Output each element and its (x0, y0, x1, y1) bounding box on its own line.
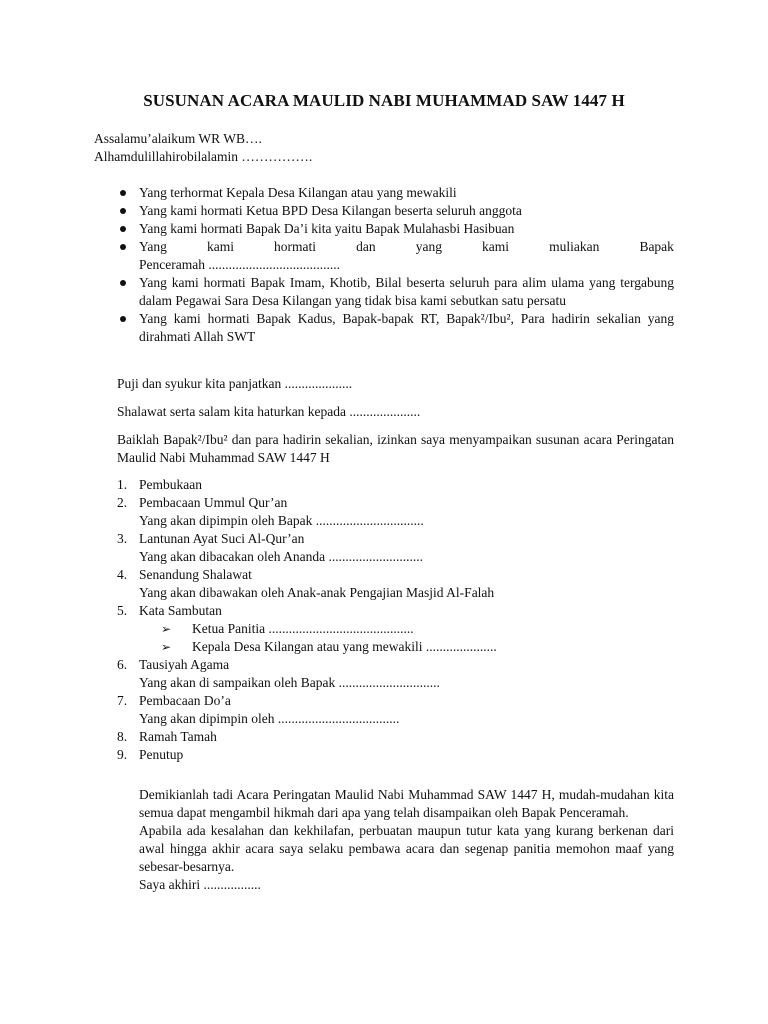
item-label: Lantunan Ayat Suci Al-Qur’an (139, 531, 305, 546)
item-detail: Yang akan di sampaikan oleh Bapak .............................. (139, 675, 440, 690)
sambutan-text: Kepala Desa Kilangan atau yang mewakili ..................... (192, 639, 497, 654)
item-number: 6. (117, 657, 128, 672)
agenda-item-kata-sambutan (117, 602, 677, 620)
closing-paragraph: Demikianlah tadi Acara Peringatan Maulid Nabi Muhammad SAW 1447 H, mudah-mudahan kita semua dapat mengambil hikmah dari apa yang telah disampaikan oleh Bapak Penceramah. (139, 787, 674, 820)
opening-greeting (94, 130, 312, 166)
item-label: Ramah Tamah (139, 729, 217, 744)
agenda-item-ramah-tamah (117, 728, 677, 746)
item-detail: Yang akan dipimpin oleh .................................... (139, 711, 400, 726)
greeting-word: kami (482, 239, 510, 254)
document-title: SUSUNAN ACARA MAULID NABI MUHAMMAD SAW 1447 H (143, 91, 625, 110)
bullet-icon (120, 244, 126, 250)
item-label: Pembacaan Do’a (139, 693, 231, 708)
agenda-item-ayat-suci (117, 530, 677, 566)
item-number: 9. (117, 747, 128, 762)
greeting-word: Yang (139, 239, 167, 254)
agenda-list (117, 476, 677, 764)
puji-paragraph: Puji dan syukur kita panjatkan .................... (117, 376, 353, 391)
agenda-item-pembukaan (117, 476, 677, 494)
greeting-word: dan (356, 239, 376, 254)
greeting-word: muliakan (549, 239, 600, 254)
item-detail: Yang akan dibacakan oleh Ananda ............................ (139, 549, 423, 564)
greeting-text: Yang kami hormati Bapak Imam, Khotib, Bilal beserta seluruh para alim ulama yang tergabung dalam Pegawai Sara Desa Kilangan yang tidak bisa kami sebutkan satu persatu (139, 275, 674, 308)
apology-paragraph: Apabila ada kesalahan dan kekhilafan, perbuatan maupun tutur kata yang kurang berkenan dari awal hingga akhir acara saya selaku pembawa acara dan segenap panitia memohon maaf yang sebesar-besarnya. (139, 823, 674, 874)
bullet-icon (120, 226, 126, 232)
greeting-word: hormati (274, 239, 317, 254)
agenda-item-shalawat (117, 566, 677, 602)
arrow-bullet-icon: ➢ (161, 640, 172, 654)
greeting-text: Yang kami hormati Bapak Da’i kita yaitu Bapak Mulahasbi Hasibuan (139, 221, 515, 236)
greeting-word: yang (415, 239, 442, 254)
agenda-item-doa (117, 692, 677, 728)
item-label: Senandung Shalawat (139, 567, 252, 582)
agenda-item-penutup (117, 746, 677, 764)
item-detail: Yang akan dibawakan oleh Anak-anak Pengajian Masjid Al-Falah (139, 585, 495, 600)
list-item (120, 220, 674, 238)
sambutan-item-ketua-panitia (117, 620, 677, 638)
intro-paragraph: Baiklah Bapak²/Ibu² dan para hadirin sekalian, izinkan saya menyampaikan susunan acara Peringatan Maulid Nabi Muhammad SAW 1447 H (117, 432, 674, 465)
bullet-icon (120, 280, 126, 286)
hamdalah-line: Alhamdulillahirobilalamin ……………. (94, 149, 313, 164)
bullet-icon (120, 208, 126, 214)
shalawat-paragraph: Shalawat serta salam kita haturkan kepada ..................... (117, 404, 421, 419)
greeting-word: kami (206, 239, 234, 254)
greeting-text: Yang kami hormati Bapak Kadus, Bapak-bapak RT, Bapak²/Ibu², Para hadirin sekalian yang dirahmati Allah SWT (139, 311, 674, 344)
salam-line: Assalamu’alaikum WR WB…. (94, 131, 262, 146)
list-item (120, 274, 674, 310)
list-item (120, 310, 674, 346)
greetings-list (120, 184, 674, 346)
item-number: 8. (117, 729, 128, 744)
item-detail: Yang akan dipimpin oleh Bapak ................................ (139, 513, 424, 528)
greeting-text: Yang kami hormati Ketua BPD Desa Kilangan beserta seluruh anggota (139, 203, 522, 218)
greeting-word: Bapak (639, 239, 674, 254)
greeting-text: Penceramah ....................................... (139, 257, 340, 272)
sambutan-text: Ketua Panitia ........................................... (192, 621, 414, 636)
agenda-item-ummul-quran (117, 494, 677, 530)
item-number: 1. (117, 477, 128, 492)
sambutan-item-kepala-desa (117, 638, 677, 656)
item-label: Kata Sambutan (139, 603, 222, 618)
item-label: Penutup (139, 747, 184, 762)
bullet-icon (120, 190, 126, 196)
bullet-icon (120, 316, 126, 322)
greeting-spread-line (139, 238, 674, 256)
item-number: 3. (117, 531, 128, 546)
greeting-text: Yang terhormat Kepala Desa Kilangan atau yang mewakili (139, 185, 457, 200)
item-number: 4. (117, 567, 128, 582)
closing-section (139, 786, 674, 894)
arrow-bullet-icon: ➢ (161, 622, 172, 636)
item-label: Pembukaan (139, 477, 202, 492)
item-number: 5. (117, 603, 128, 618)
item-number: 7. (117, 693, 128, 708)
list-item (120, 202, 674, 220)
item-label: Tausiyah Agama (139, 657, 230, 672)
list-item (120, 184, 674, 202)
item-label: Pembacaan Ummul Qur’an (139, 495, 288, 510)
agenda-item-tausiyah (117, 656, 677, 692)
list-item (120, 238, 674, 274)
item-number: 2. (117, 495, 128, 510)
final-line: Saya akhiri ................. (139, 877, 261, 892)
